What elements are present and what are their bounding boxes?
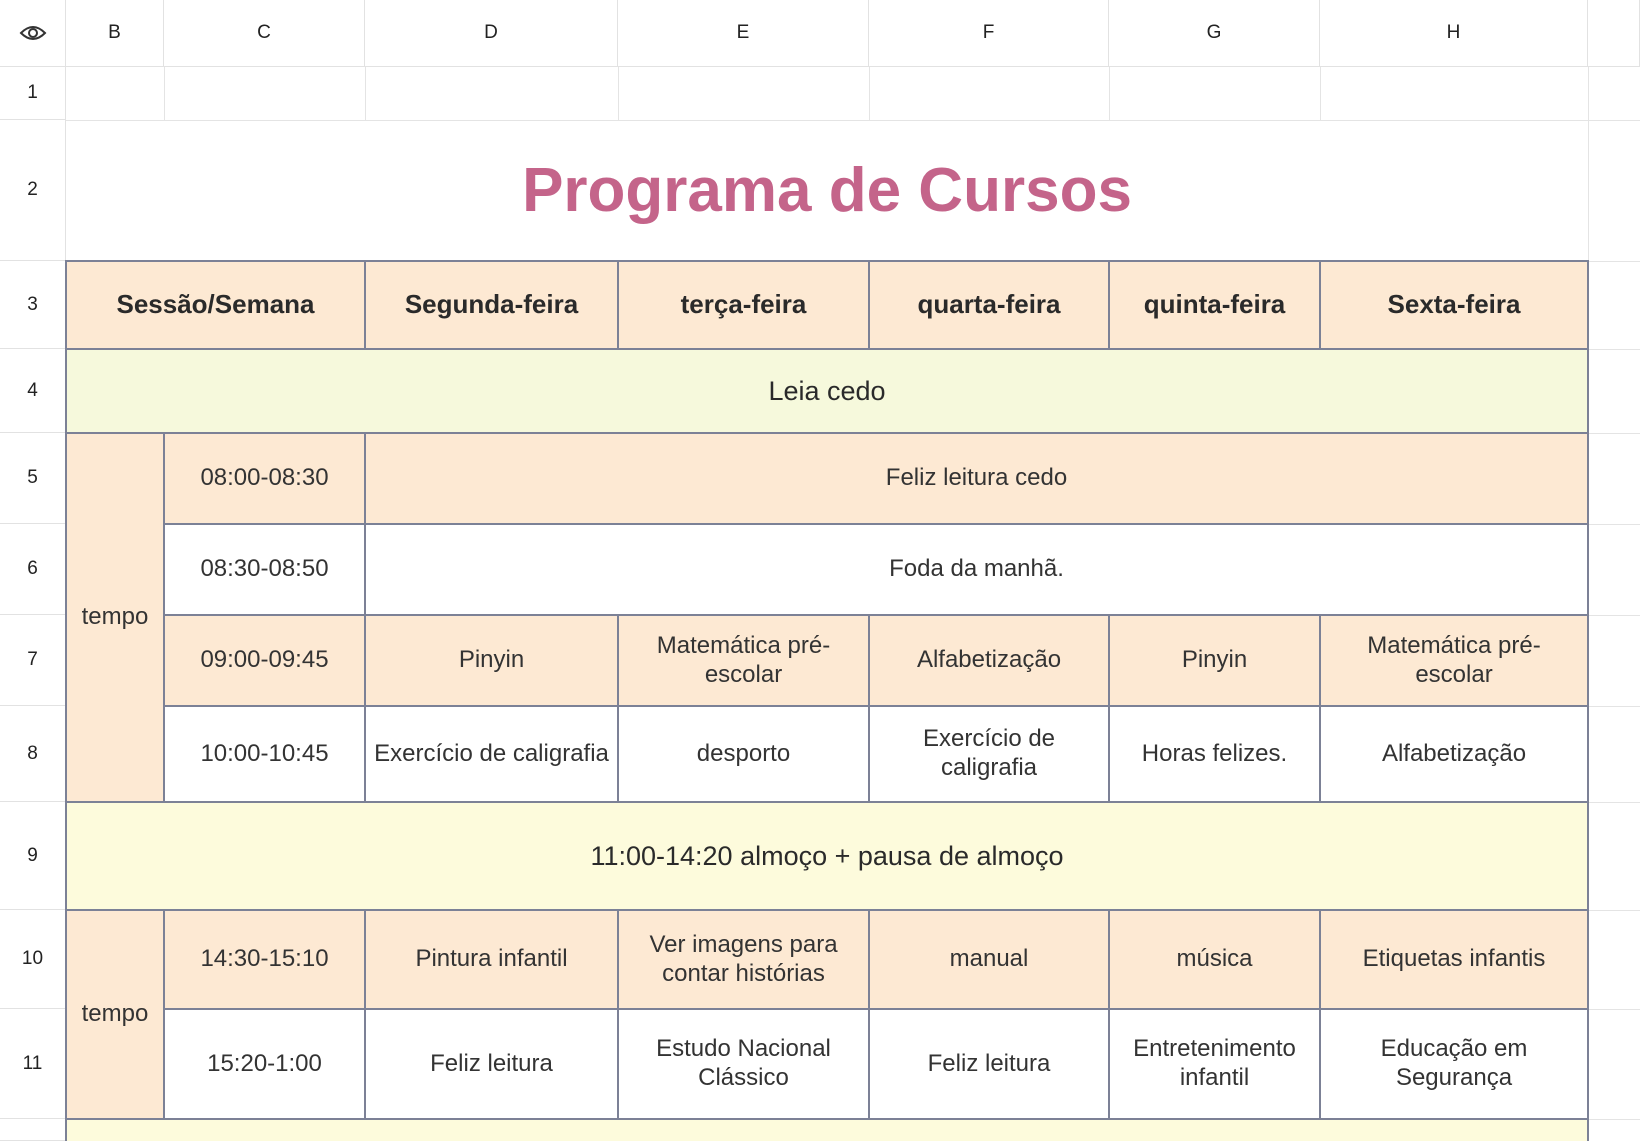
- row-header-4[interactable]: 4: [0, 349, 66, 433]
- gridline: [1588, 261, 1640, 262]
- table-border: [617, 260, 619, 350]
- class-cell-text: Matemática pré-escolar: [656, 631, 831, 688]
- class-cell-text: Ver imagens para contar histórias: [649, 930, 838, 987]
- table-border: [164, 523, 1588, 525]
- row-header-9[interactable]: 9: [0, 802, 66, 910]
- class-cell[interactable]: [1320, 1009, 1588, 1119]
- gridline: [1320, 67, 1321, 120]
- row-header-6[interactable]: 6: [0, 524, 66, 615]
- column-header-b[interactable]: B: [66, 0, 164, 67]
- table-border: [66, 260, 1588, 262]
- gridline: [365, 67, 366, 120]
- gridline: [618, 67, 619, 120]
- time-cell[interactable]: 10:00-10:45: [164, 706, 365, 802]
- table-border: [164, 614, 1588, 616]
- table-border: [163, 432, 165, 803]
- table-border: [364, 260, 366, 350]
- gridline: [1588, 802, 1640, 803]
- table-border: [868, 909, 870, 1120]
- class-cell[interactable]: [1320, 615, 1588, 706]
- table-border: [164, 1008, 1588, 1010]
- class-cell-text: Matemática pré-escolar: [1367, 631, 1541, 688]
- gridline: [1588, 433, 1640, 434]
- table-border: [364, 432, 366, 803]
- page-title[interactable]: Programa de Cursos: [66, 121, 1588, 261]
- time-cell[interactable]: 15:20-1:00: [164, 1009, 365, 1119]
- table-border: [617, 614, 619, 803]
- group-label-afternoon[interactable]: tempo: [66, 910, 164, 1119]
- table-border: [868, 614, 870, 803]
- row-header-10[interactable]: 10: [0, 910, 66, 1009]
- next-band-partial[interactable]: [66, 1120, 1588, 1141]
- gridline: [1588, 1009, 1640, 1010]
- group-label-morning[interactable]: tempo: [66, 433, 164, 802]
- table-border: [1319, 909, 1321, 1120]
- gridline: [1588, 706, 1640, 707]
- class-cell[interactable]: [618, 910, 869, 1009]
- time-cell[interactable]: 14:30-15:10: [164, 910, 365, 1009]
- class-cell[interactable]: [618, 1009, 869, 1119]
- table-border: [66, 348, 1588, 350]
- class-cell[interactable]: Alfabetização: [1320, 706, 1588, 802]
- gridline: [1588, 524, 1640, 525]
- class-cell[interactable]: Horas felizes.: [1109, 706, 1320, 802]
- header-day-friday[interactable]: Sexta-feira: [1320, 261, 1588, 349]
- class-cell[interactable]: Alfabetização: [869, 615, 1109, 706]
- table-border: [1319, 260, 1321, 350]
- band-lunch[interactable]: 11:00-14:20 almoço + pausa de almoço: [66, 802, 1588, 910]
- select-all-corner[interactable]: [0, 0, 66, 67]
- gridline: [1109, 67, 1110, 120]
- header-session-week[interactable]: Sessão/Semana: [66, 261, 365, 349]
- row-header-7[interactable]: 7: [0, 615, 66, 706]
- class-cell[interactable]: música: [1109, 910, 1320, 1009]
- header-day-tuesday[interactable]: terça-feira: [618, 261, 869, 349]
- table-border: [66, 909, 1588, 911]
- column-header-d[interactable]: D: [365, 0, 618, 67]
- header-day-thursday[interactable]: quinta-feira: [1109, 261, 1320, 349]
- gridline: [1588, 349, 1640, 350]
- class-cell[interactable]: [618, 615, 869, 706]
- table-border: [1587, 260, 1589, 1141]
- band-morning[interactable]: Leia cedo: [66, 349, 1588, 433]
- class-cell[interactable]: [869, 706, 1109, 802]
- class-cell[interactable]: Feliz leitura: [365, 1009, 618, 1119]
- gridline: [164, 67, 165, 120]
- table-border: [1108, 909, 1110, 1120]
- class-cell[interactable]: desporto: [618, 706, 869, 802]
- class-cell[interactable]: Pintura infantil: [365, 910, 618, 1009]
- table-border: [66, 1118, 1588, 1120]
- row-header-11[interactable]: 11: [0, 1009, 66, 1119]
- header-day-monday[interactable]: Segunda-feira: [365, 261, 618, 349]
- time-cell[interactable]: 09:00-09:45: [164, 615, 365, 706]
- column-header-i[interactable]: [1588, 0, 1640, 67]
- class-cell-text: Exercício de caligrafia: [922, 725, 1056, 781]
- table-border: [364, 909, 366, 1120]
- gridline: [869, 67, 870, 120]
- class-cell[interactable]: Pinyin: [365, 615, 618, 706]
- class-cell[interactable]: Exercício de caligrafia: [365, 706, 618, 802]
- table-border: [163, 909, 165, 1120]
- column-header-e[interactable]: E: [618, 0, 869, 67]
- table-border: [164, 705, 1588, 707]
- time-cell[interactable]: 08:30-08:50: [164, 524, 365, 615]
- class-cell-text: Estudo Nacional Clássico: [656, 1035, 831, 1091]
- column-header-g[interactable]: G: [1109, 0, 1320, 67]
- activity-cell[interactable]: Foda da manhã.: [365, 524, 1588, 615]
- table-border: [1108, 614, 1110, 803]
- gridline: [1588, 615, 1640, 616]
- table-border: [65, 260, 67, 1141]
- class-cell[interactable]: Feliz leitura: [869, 1009, 1109, 1119]
- table-border: [868, 260, 870, 350]
- activity-cell[interactable]: Feliz leitura cedo: [365, 433, 1588, 524]
- header-day-wednesday[interactable]: quarta-feira: [869, 261, 1109, 349]
- class-cell[interactable]: [1109, 1009, 1320, 1119]
- column-header-h[interactable]: H: [1320, 0, 1588, 67]
- table-border: [66, 432, 1588, 434]
- column-header-f[interactable]: F: [869, 0, 1109, 67]
- row-header-5[interactable]: 5: [0, 433, 66, 524]
- row-header-1[interactable]: 1: [0, 67, 66, 120]
- table-border: [1319, 614, 1321, 803]
- table-border: [617, 909, 619, 1120]
- time-cell[interactable]: 08:00-08:30: [164, 433, 365, 524]
- class-cell-text: Educação em Segurança: [1380, 1035, 1528, 1091]
- table-border: [66, 801, 1588, 803]
- class-cell[interactable]: Etiquetas infantis: [1320, 910, 1588, 1009]
- class-cell-text: Entretenimento infantil: [1133, 1035, 1296, 1091]
- class-cell[interactable]: manual: [869, 910, 1109, 1009]
- row-header-8[interactable]: 8: [0, 706, 66, 802]
- eye-icon[interactable]: [19, 24, 47, 42]
- table-border: [1108, 260, 1110, 350]
- gridline: [1588, 1119, 1640, 1120]
- class-cell[interactable]: Pinyin: [1109, 615, 1320, 706]
- column-header-c[interactable]: C: [164, 0, 365, 67]
- gridline: [1588, 910, 1640, 911]
- row-header-3[interactable]: 3: [0, 261, 66, 349]
- row-header-2[interactable]: 2: [0, 120, 66, 261]
- row-header-12[interactable]: [0, 1119, 66, 1141]
